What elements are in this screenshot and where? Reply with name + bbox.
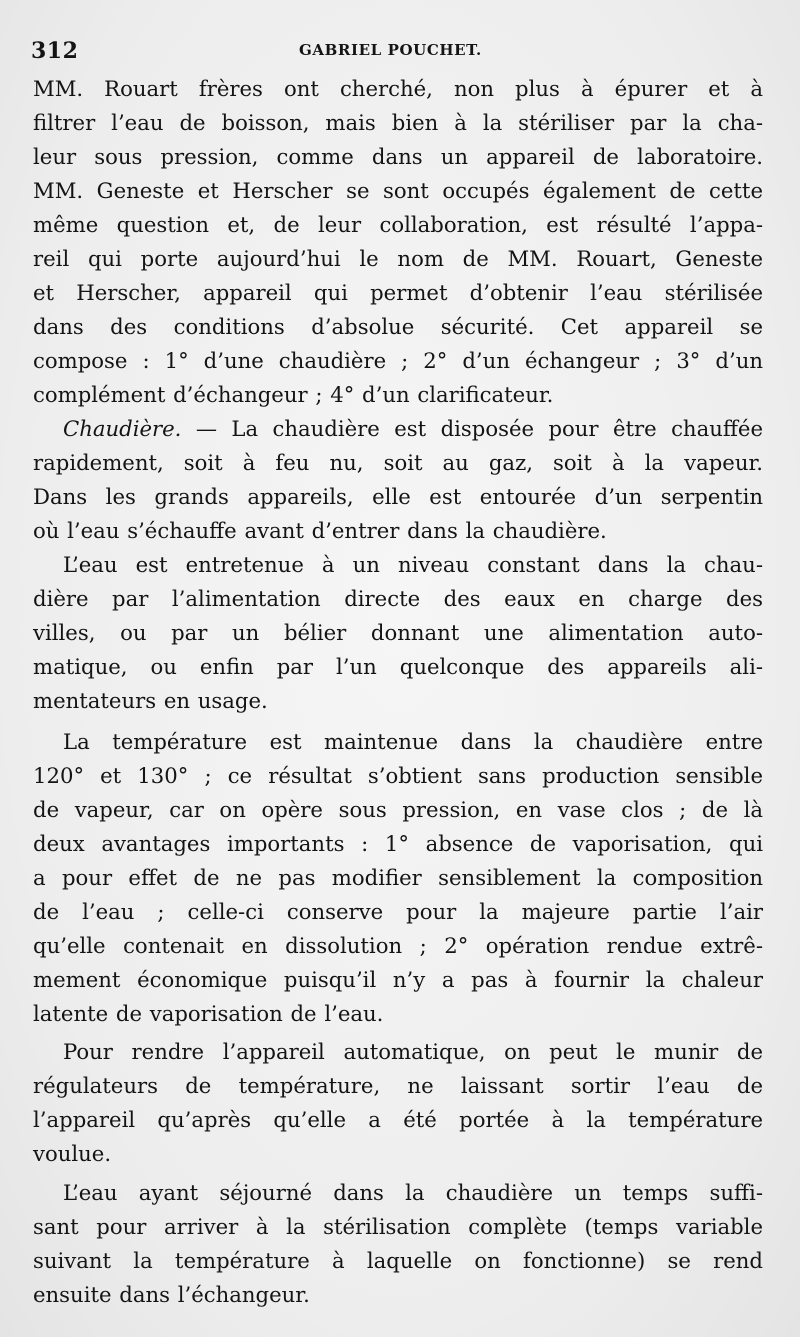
- page-number: 312: [31, 38, 79, 64]
- text-line: 120° et 130° ; ce résultat s’obtient sans production sensible: [33, 763, 763, 788]
- text-line: régulateurs de température, ne laissant sortir l’eau de: [33, 1073, 763, 1098]
- text-line: même question et, de leur collaboration, est résulté l’appa-: [33, 212, 763, 237]
- text-line: suivant la température à laquelle on fonctionne) se rend: [33, 1248, 763, 1273]
- text-line: compose : 1° d’une chaudière ; 2° d’un échangeur ; 3° d’un: [33, 348, 763, 373]
- text-line: filtrer l’eau de boisson, mais bien à la stériliser par la cha-: [33, 110, 763, 135]
- text-line: sant pour arriver à la stérilisation complète (temps variable: [33, 1214, 763, 1239]
- section-lead-italic: Chaudière.: [63, 416, 182, 441]
- text-line: deux avantages importants : 1° absence de vaporisation, qui: [33, 831, 763, 856]
- running-head: GABRIEL POUCHET.: [299, 41, 482, 59]
- text-line: reil qui porte aujourd’hui le nom de MM. Rouart, Geneste: [33, 246, 763, 271]
- text-line: voulue.: [33, 1141, 112, 1166]
- text-line: MM. Geneste et Herscher se sont occupés également de cette: [33, 178, 763, 203]
- text-line: [33, 412, 763, 446]
- text-line: où l’eau s’échauffe avant d’entrer dans la chaudière.: [33, 518, 607, 543]
- text-line: de vapeur, car on opère sous pression, en vase clos ; de là: [33, 797, 763, 822]
- text-line: dans des conditions d’absolue sécurité. Cet appareil se: [33, 314, 763, 339]
- page-header: [31, 38, 760, 68]
- text-line: Dans les grands appareils, elle est entourée d’un serpentin: [33, 484, 763, 509]
- text-line: mement économique puisqu’il n’y a pas à fournir la chaleur: [33, 967, 763, 992]
- text-line: L’eau ayant séjourné dans la chaudière un temps suffi-: [63, 1180, 763, 1205]
- text-line: La température est maintenue dans la chaudière entre: [63, 729, 763, 754]
- text-line: l’appareil qu’après qu’elle a été portée à la température: [33, 1107, 763, 1132]
- text-line: qu’elle contenait en dissolution ; 2° opération rendue extrê-: [33, 933, 763, 958]
- text-line: et Herscher, appareil qui permet d’obtenir l’eau stérilisée: [33, 280, 763, 305]
- text-line: Pour rendre l’appareil automatique, on peut le munir de: [63, 1039, 763, 1064]
- text-line: complément d’échangeur ; 4° d’un clarificateur.: [33, 382, 554, 407]
- text-line: matique, ou enfin par l’un quelconque des appareils ali-: [33, 654, 763, 679]
- text-line-rest: — La chaudière est disposée pour être chauffée: [195, 416, 763, 441]
- text-line: MM. Rouart frères ont cherché, non plus à épurer et à: [33, 76, 763, 101]
- text-line: leur sous pression, comme dans un appareil de laboratoire.: [33, 144, 763, 169]
- text-line: rapidement, soit à feu nu, soit au gaz, soit à la vapeur.: [33, 450, 763, 475]
- text-line: mentateurs en usage.: [33, 688, 268, 713]
- text-line: latente de vaporisation de l’eau.: [33, 1001, 384, 1026]
- text-line: dière par l’alimentation directe des eaux en charge des: [33, 586, 763, 611]
- text-line: ensuite dans l’échangeur.: [33, 1282, 310, 1307]
- text-line: L’eau est entretenue à un niveau constant dans la chau-: [63, 552, 763, 577]
- text-line: a pour effet de ne pas modifier sensiblement la composition: [33, 865, 763, 890]
- text-line: villes, ou par un bélier donnant une alimentation auto-: [33, 620, 763, 645]
- text-line: de l’eau ; celle-ci conserve pour la majeure partie l’air: [33, 899, 763, 924]
